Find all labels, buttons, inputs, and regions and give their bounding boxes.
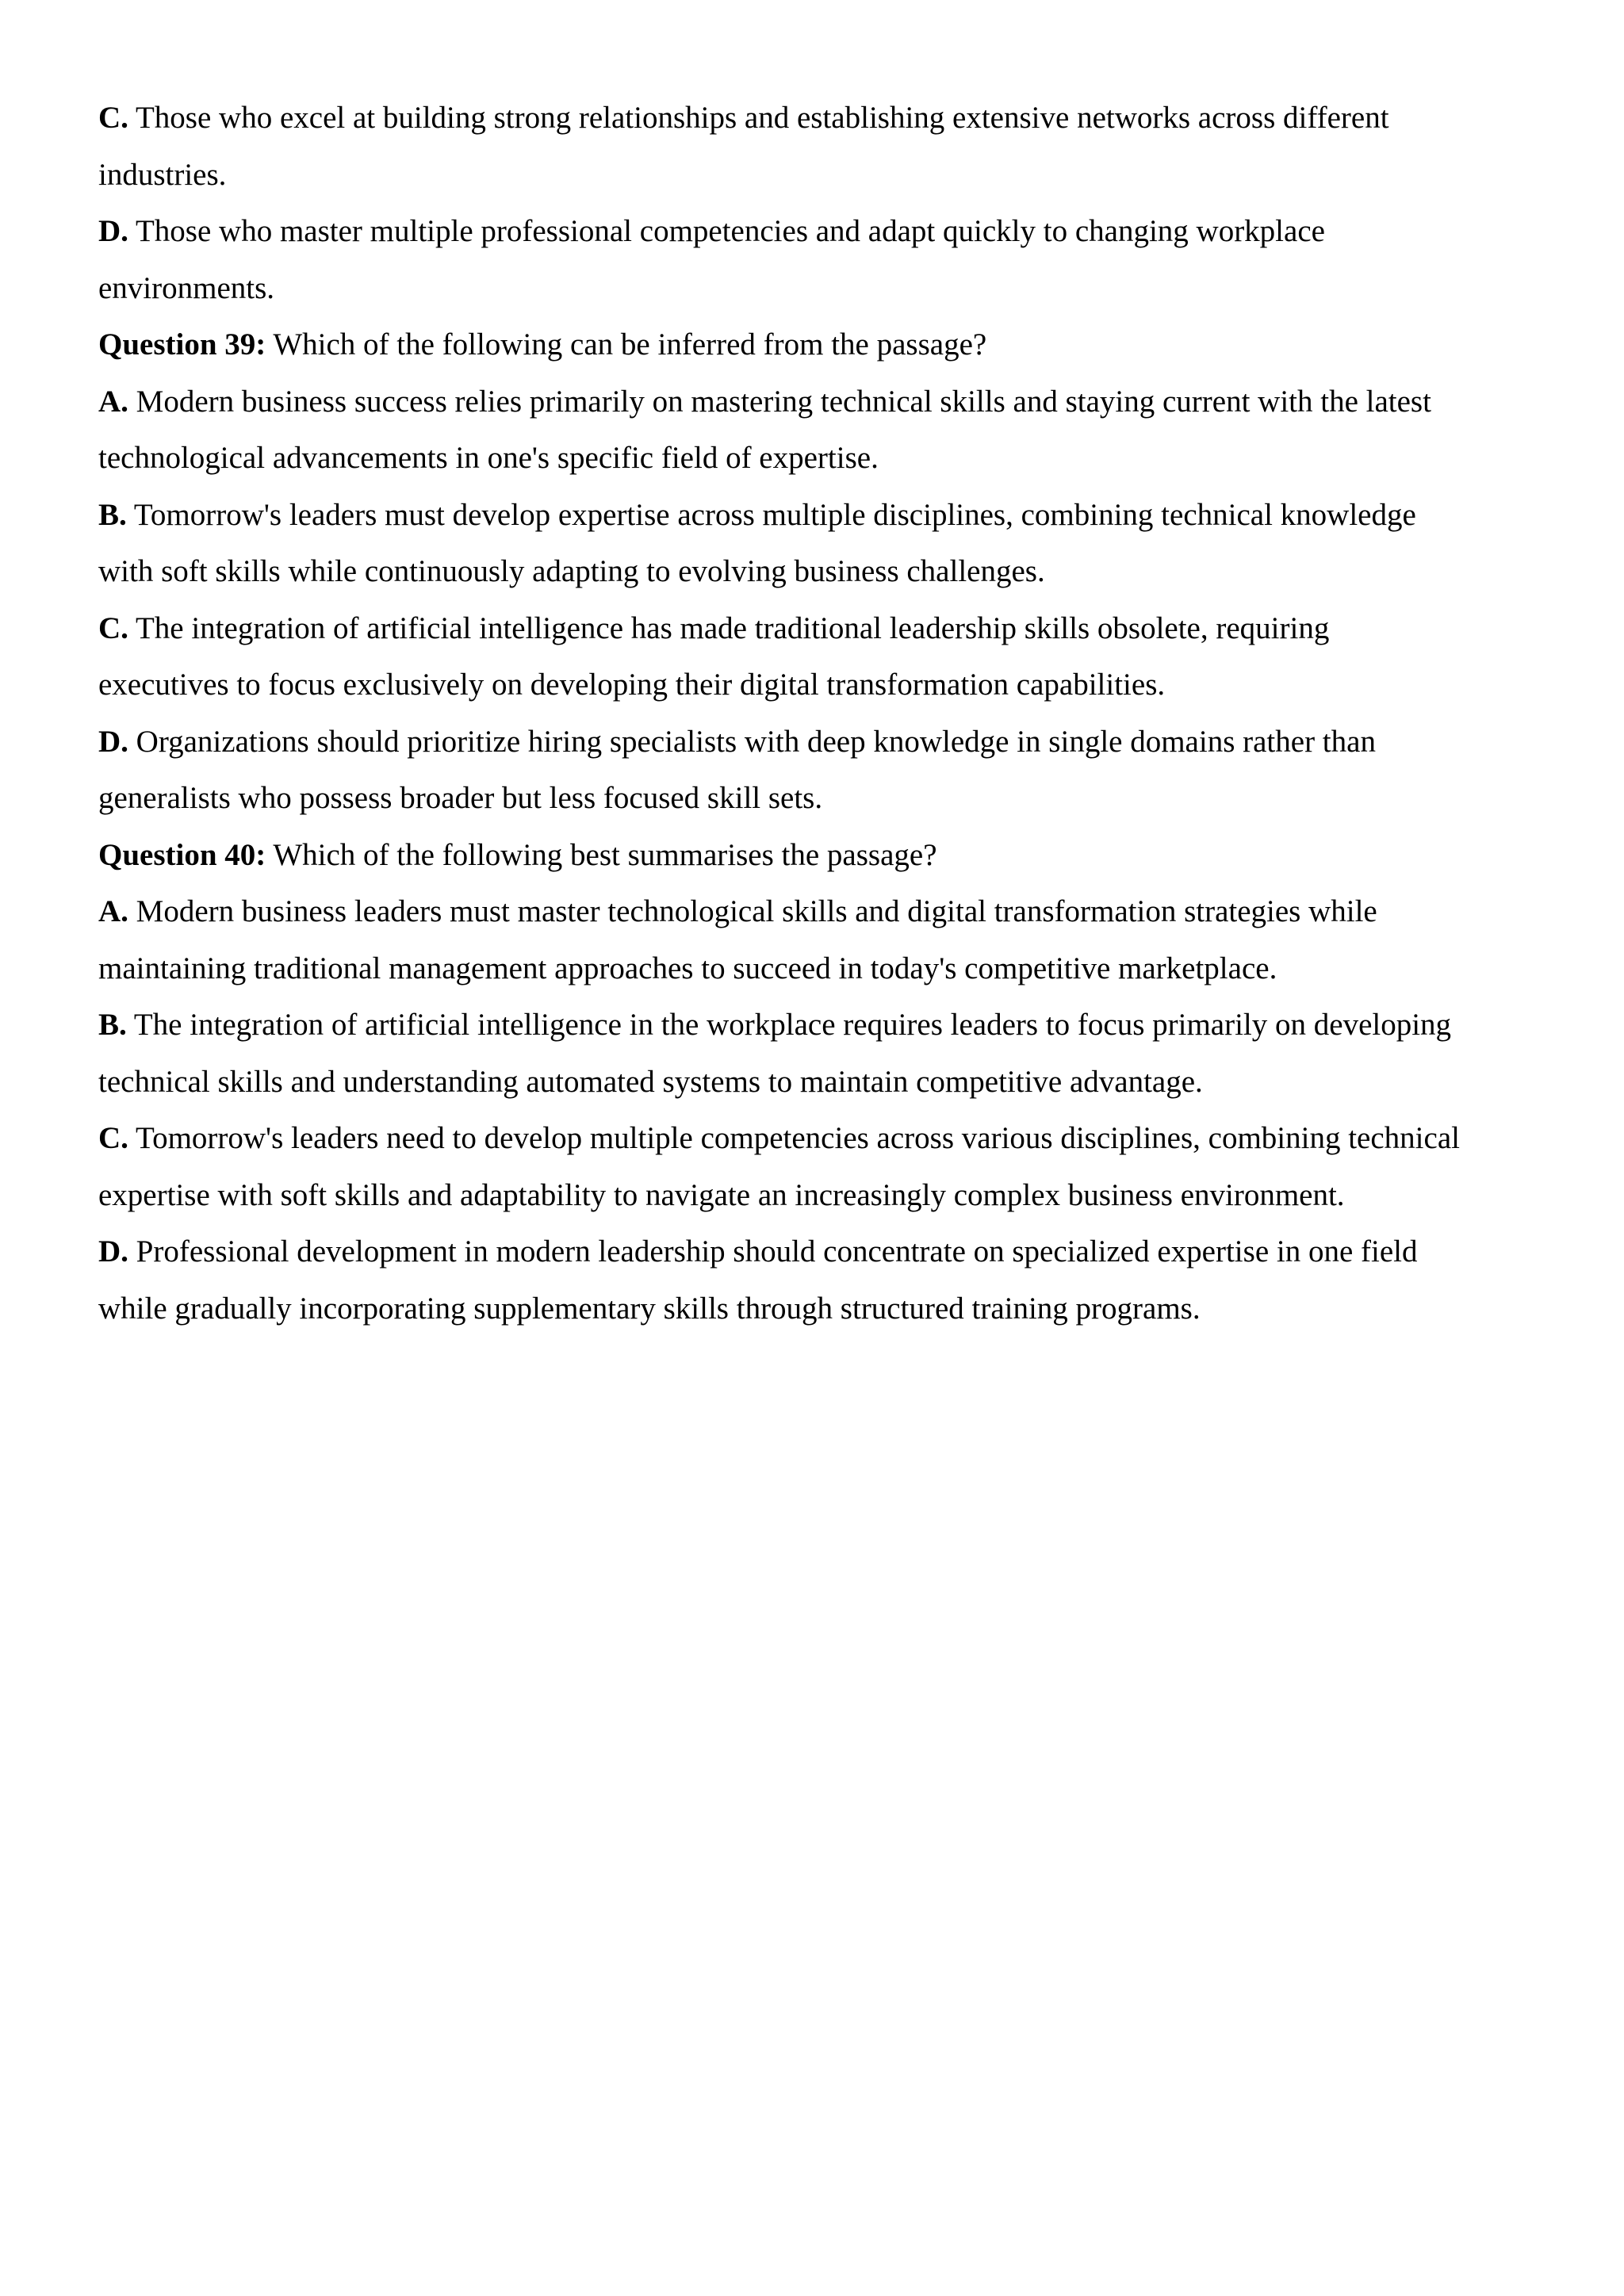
option-d-line-2 <box>98 260 1542 317</box>
document-page <box>98 90 1542 1337</box>
option-label: A. <box>98 894 128 928</box>
option-text: Tomorrow's leaders must develop expertise across multiple disciplines, combining technical knowledge <box>133 497 1416 532</box>
option-text: generalists who possess broader but less focused skill sets. <box>98 781 823 815</box>
option-label: B. <box>98 497 127 532</box>
option-text: while gradually incorporating supplementary skills through structured training programs. <box>98 1291 1201 1326</box>
option-label: D. <box>98 724 128 759</box>
option-text: industries. <box>98 157 227 192</box>
option-text: Modern business leaders must master technological skills and digital transformation strategies while <box>136 894 1377 928</box>
option-label: A. <box>98 384 128 419</box>
option-text: Organizations should prioritize hiring specialists with deep knowledge in single domains rather than <box>136 724 1376 759</box>
option-text: Professional development in modern leadership should concentrate on specialized expertise in one field <box>136 1234 1418 1269</box>
q39-option-c-line-1 <box>98 600 1542 657</box>
q39-option-c-line-2 <box>98 656 1542 714</box>
option-text: maintaining traditional management approaches to succeed in today's competitive marketplace. <box>98 951 1277 985</box>
option-text: Those who master multiple professional competencies and adapt quickly to changing workplace <box>135 214 1325 248</box>
question-number: Question 39: <box>98 327 266 362</box>
option-text: environments. <box>98 270 275 305</box>
option-text: Tomorrow's leaders need to develop multiple competencies across various disciplines, combining technical <box>135 1121 1460 1155</box>
question-40-stem <box>98 827 1542 884</box>
option-label: D. <box>98 1234 128 1269</box>
option-text: The integration of artificial intelligence in the workplace requires leaders to focus primarily on developing <box>133 1008 1452 1042</box>
option-label: C. <box>98 610 128 645</box>
option-label: C. <box>98 1121 128 1155</box>
option-label: D. <box>98 214 128 248</box>
option-d-line-1 <box>98 203 1542 260</box>
option-label: B. <box>98 1008 127 1042</box>
q40-option-b-line-2 <box>98 1054 1542 1111</box>
q40-option-b-line-1 <box>98 997 1542 1054</box>
option-text: The integration of artificial intelligence has made traditional leadership skills obsolete, requiring <box>135 610 1330 645</box>
option-text: with soft skills while continuously adapting to evolving business challenges. <box>98 554 1045 588</box>
q39-option-d-line-2 <box>98 770 1542 827</box>
option-text: executives to focus exclusively on developing their digital transformation capabilities. <box>98 668 1166 702</box>
option-text: expertise with soft skills and adaptability to navigate an increasingly complex business environment. <box>98 1177 1345 1212</box>
q39-option-b-line-1 <box>98 487 1542 544</box>
q40-option-a-line-1 <box>98 883 1542 940</box>
question-number: Question 40: <box>98 837 266 872</box>
q40-option-a-line-2 <box>98 940 1542 997</box>
option-text: technical skills and understanding automated systems to maintain competitive advantage. <box>98 1064 1203 1099</box>
option-text: technological advancements in one's specific field of expertise. <box>98 441 879 475</box>
q39-option-b-line-2 <box>98 543 1542 600</box>
question-39-stem <box>98 316 1542 373</box>
option-c-line-1 <box>98 90 1542 147</box>
option-text: Modern business success relies primarily on mastering technical skills and staying current with the latest <box>136 384 1431 419</box>
q40-option-c-line-2 <box>98 1167 1542 1224</box>
q40-option-c-line-1 <box>98 1110 1542 1167</box>
option-c-line-2 <box>98 147 1542 204</box>
q40-option-d-line-1 <box>98 1223 1542 1280</box>
option-label: C. <box>98 101 128 135</box>
question-text: Which of the following can be inferred from the passage? <box>273 327 987 362</box>
q39-option-d-line-1 <box>98 714 1542 771</box>
option-text: Those who excel at building strong relationships and establishing extensive networks across different <box>135 101 1389 135</box>
q39-option-a-line-1 <box>98 373 1542 430</box>
question-text: Which of the following best summarises the passage? <box>273 837 937 872</box>
q39-option-a-line-2 <box>98 430 1542 487</box>
q40-option-d-line-2 <box>98 1280 1542 1337</box>
